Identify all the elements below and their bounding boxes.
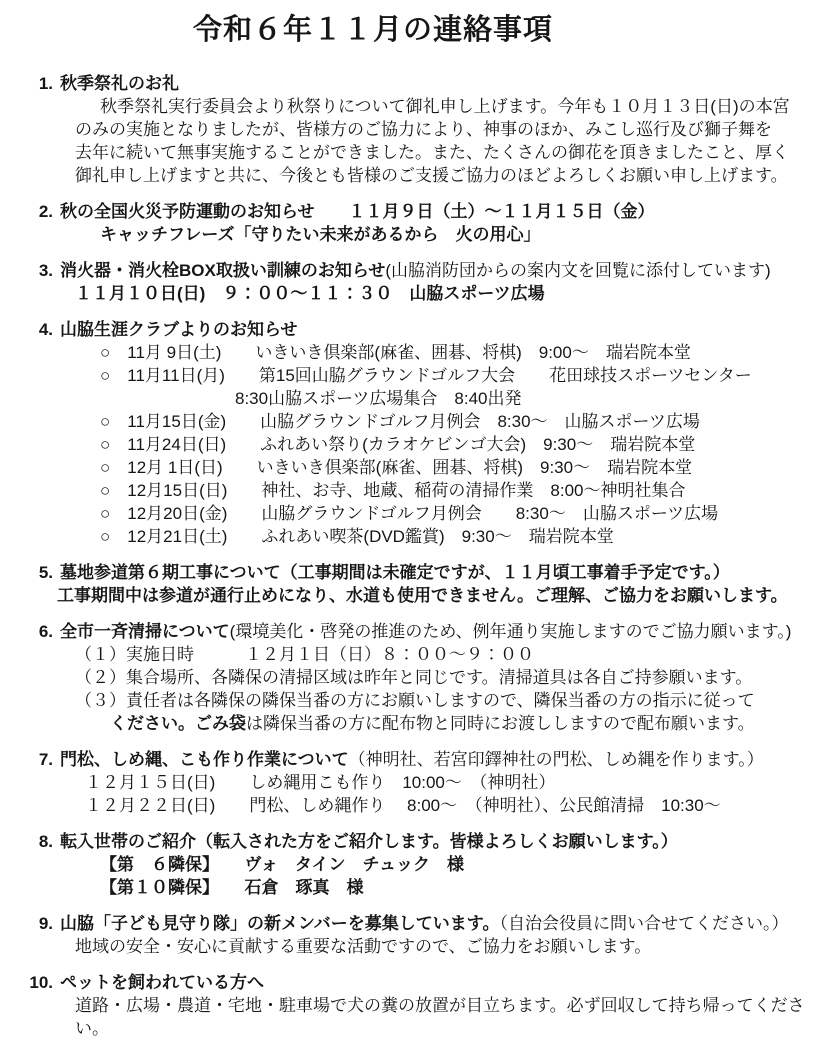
section-line <box>28 95 823 118</box>
section-title <box>60 318 298 341</box>
section-line <box>28 164 823 187</box>
text-segment: （３）責任者は各隣保の隣保当番の方にお願いしますので、隣保当番の方の指示に従って <box>75 691 755 710</box>
text-segment: 工事期間中は参道が通行止めになり、水道も使用できません。ご理解、ご協力をお願いします。 <box>57 586 788 605</box>
text-segment: 秋季祭礼実行委員会より秋祭りについて御礼申し上げます。今年も１０月１３日(日)の本宮 <box>100 97 790 116</box>
section-line <box>28 364 823 387</box>
section-4 <box>28 318 823 548</box>
text-segment: (山脇消防団からの案内文を回覧に添付しています) <box>385 261 771 280</box>
section-3 <box>28 259 823 305</box>
text-segment: ○ 12月21日(土) ふれあい喫茶(DVD鑑賞) 9:30～ 瑞岩院本堂 <box>100 527 614 546</box>
text-segment: ○ 11月24日(日) ふれあい祭り(カラオケビンゴ大会) 9:30～ 瑞岩院本堂 <box>100 435 696 454</box>
section-line <box>28 387 823 410</box>
section-heading <box>28 259 823 282</box>
section-line <box>28 118 823 141</box>
section-heading <box>28 620 823 643</box>
section-line <box>28 223 823 246</box>
text-segment: ○ 12月 1日(日) いきいき倶楽部(麻雀、囲碁、将棋) 9:30～ 瑞岩院本堂 <box>100 458 693 477</box>
text-segment: １２月２２日(日) 門松、しめ縄作り 8:00～ （神明社）、公民館清掃 10:30～ <box>85 796 721 815</box>
text-segment: キャッチフレーズ「守りたい未来があるから 火の用心」 <box>100 225 541 244</box>
text-segment: ○ 12月15日(日) 神社、お寺、地蔵、稲荷の清掃作業 8:00～神明社集合 <box>100 481 686 500</box>
section-line <box>28 689 823 712</box>
text-segment: 【第１０隣保】 石倉 琢真 様 <box>100 878 364 897</box>
text-segment: （１）実施日時 １２月１日（日）８：００～９：００ <box>75 645 534 664</box>
section-heading <box>28 318 823 341</box>
section-2 <box>28 200 823 246</box>
text-segment: は隣保当番の方に配布物と同時にお渡ししますので配布願います。 <box>246 714 755 733</box>
section-line <box>28 666 823 689</box>
section-5 <box>28 561 823 607</box>
section-line <box>28 994 823 1040</box>
section-line <box>28 525 823 548</box>
section-number: 5. <box>38 563 53 582</box>
text-segment: 秋季祭礼のお礼 <box>60 74 179 93</box>
document-title: 令和６年１１月の連絡事項 <box>192 14 553 46</box>
text-segment: 秋の全国火災予防運動のお知らせ １１月９日（土）～１１月１５日（金） <box>60 202 655 221</box>
text-segment: 門松、しめ縄、こも作り作業について <box>60 750 349 769</box>
section-line <box>28 876 823 899</box>
section-number: 2. <box>38 202 53 221</box>
section-heading <box>28 200 823 223</box>
section-title <box>60 72 179 95</box>
text-segment: (環境美化・啓発の推進のため、例年通り実施しますのでご協力願います。) <box>229 622 792 641</box>
text-segment: ください。ごみ袋 <box>110 714 246 733</box>
text-segment: 8:30山脇スポーツ広場集合 8:40出発 <box>235 389 522 408</box>
section-line <box>28 341 823 364</box>
text-segment: （２）集合場所、各隣保の清掃区域は昨年と同じです。清掃道具は各自ご持参願います。 <box>75 668 753 687</box>
text-segment: １１月１０日(日) ９：００～１１：３０ 山脇スポーツ広場 <box>75 284 545 303</box>
section-title <box>60 912 788 935</box>
section-line <box>28 712 823 735</box>
section-line <box>28 584 823 607</box>
section-heading <box>28 912 823 935</box>
text-segment: のみの実施となりましたが、皆様方のご協力により、神事のほか、みこし巡行及び獅子舞を <box>75 120 772 139</box>
text-segment: １２月１５日(日) しめ縄用こも作り 10:00～ （神明社） <box>85 773 556 792</box>
section-6 <box>28 620 823 735</box>
text-segment: （自治会役員に問い合せてください。） <box>499 914 789 933</box>
section-number: 1. <box>38 74 53 93</box>
section-heading <box>28 561 823 584</box>
text-segment: 墓地参道第６期工事について（工事期間は未確定ですが、１１月頃工事着手予定です。） <box>60 563 730 582</box>
section-title <box>60 830 678 853</box>
section-line <box>28 433 823 456</box>
section-line <box>28 479 823 502</box>
section-title <box>60 620 791 643</box>
section-7 <box>28 748 823 817</box>
section-number: 8. <box>38 832 53 851</box>
section-heading <box>28 748 823 771</box>
text-segment: 御礼申し上げますと共に、今後とも皆様のご支援ご協力のほどよろしくお願い申し上げます。 <box>75 166 788 185</box>
text-segment: ○ 12月20日(金) 山脇グラウンドゴルフ月例会 8:30～ 山脇スポーツ広場 <box>100 504 719 523</box>
section-line <box>28 502 823 525</box>
section-line <box>28 794 823 817</box>
section-title <box>60 259 771 282</box>
section-9 <box>28 912 823 958</box>
section-8 <box>28 830 823 899</box>
section-title <box>60 200 655 223</box>
section-line <box>28 643 823 666</box>
text-segment: ○ 11月 9日(土) いきいき倶楽部(麻雀、囲碁、将棋) 9:00～ 瑞岩院本堂 <box>100 343 691 362</box>
sections <box>28 72 823 1040</box>
section-number: 3. <box>38 261 53 280</box>
section-heading <box>28 72 823 95</box>
section-title <box>60 971 264 994</box>
section-line <box>28 771 823 794</box>
text-segment: 去年に続いて無事実施することができました。また、たくさんの御花を頂きましたこと、厚く <box>75 143 789 162</box>
text-segment: 道路・広場・農道・宅地・駐車場で犬の糞の放置が目立ちます。必ず回収して持ち帰ってください。 <box>75 996 805 1038</box>
section-number: 6. <box>38 622 53 641</box>
section-line <box>28 935 823 958</box>
section-title <box>60 748 764 771</box>
text-segment: 全市一斉清掃について <box>60 622 230 641</box>
text-segment: （神明社、若宮印鐸神社の門松、しめ縄を作ります。） <box>348 750 764 769</box>
section-10 <box>28 971 823 1040</box>
section-line <box>28 282 823 305</box>
text-segment: 転入世帯のご紹介（転入された方をご紹介します。皆様よろしくお願いします。） <box>60 832 678 851</box>
section-1 <box>28 72 823 187</box>
section-heading <box>28 971 823 994</box>
section-line <box>28 141 823 164</box>
section-heading <box>28 830 823 853</box>
text-segment: ○ 11月15日(金) 山脇グラウンドゴルフ月例会 8:30～ 山脇スポーツ広場 <box>100 412 700 431</box>
section-line <box>28 410 823 433</box>
text-segment: 山脇「子ども見守り隊」の新メンバーを募集しています。 <box>60 914 500 933</box>
text-segment: 消火器・消火栓BOX取扱い訓練のお知らせ <box>60 261 386 280</box>
section-title <box>60 561 730 584</box>
text-segment: 地域の安全・安心に貢献する重要な活動ですので、ご協力をお願いします。 <box>75 937 652 956</box>
section-number: 4. <box>38 320 53 339</box>
text-segment: ペットを飼われている方へ <box>60 973 264 992</box>
text-segment: ○ 11月11日(月) 第15回山脇グラウンドゴルフ大会 花田球技スポーツセンター <box>100 366 752 385</box>
section-number: 7. <box>38 750 53 769</box>
section-line <box>28 853 823 876</box>
text-segment: 山脇生涯クラブよりのお知らせ <box>60 320 298 339</box>
section-number: 10. <box>29 973 53 992</box>
text-segment: 【第 ６隣保】 ヴォ タイン チュック 様 <box>100 855 464 874</box>
section-line <box>28 456 823 479</box>
section-number: 9. <box>38 914 53 933</box>
